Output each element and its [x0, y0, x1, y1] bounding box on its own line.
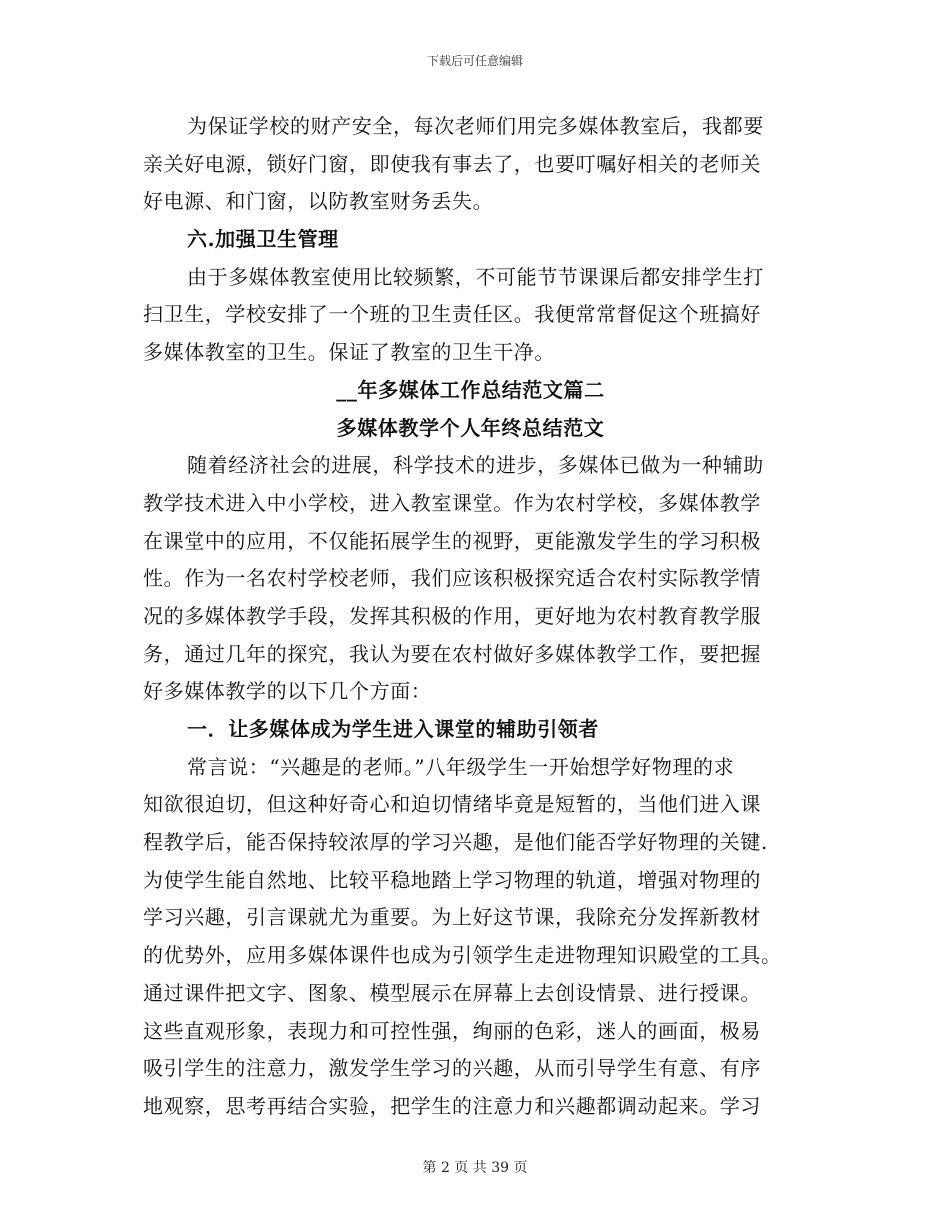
paragraph-line: 的优势外，应用多媒体课件也成为引领学生走进物理知识殿堂的工具。: [143, 943, 782, 968]
paragraph-line: 好电源、和门窗，以防教室财务丢失。: [143, 189, 494, 214]
paragraph-line: 学习兴趣，引言课就尤为重要。为上好这节课，我除充分发挥新教材: [143, 905, 761, 930]
section-heading: 一．让多媒体成为学生进入课堂的辅助引领者: [187, 717, 599, 741]
article-subtitle: 多媒体教学个人年终总结范文: [336, 415, 605, 440]
paragraph-line: 随着经济社会的进展，科学技术的进步，多媒体已做为一种辅助: [187, 453, 764, 478]
paragraph-line: 好多媒体教学的以下几个方面：: [143, 679, 432, 704]
article-title: __年多媒体工作总结范文篇二: [336, 377, 605, 402]
paragraph-line: 为保证学校的财产安全，每次老师们用完多媒体教室后，我都要: [187, 114, 764, 138]
paragraph-line: 多媒体教室的卫生。保证了教室的卫生干净。: [143, 340, 555, 365]
paragraph-line: 吸引学生的注意力，激发学生学习的兴趣，从而引导学生有意、有序: [143, 1056, 761, 1081]
paragraph-line: 况的多媒体教学手段，发挥其积极的作用，更好地为农村教育教学服: [143, 603, 761, 628]
section-heading: 六.加强卫生管理: [187, 227, 339, 252]
page-footer: 第 2 页 共 39 页: [422, 1160, 528, 1176]
paragraph-line: 常言说：“兴趣是的老师。”八年级学生一开始想学好物理的求: [187, 754, 735, 779]
paragraph-line: 这些直观形象，表现力和可控性强，绚丽的色彩，迷人的画面，极易: [143, 1018, 761, 1043]
paragraph-line: 教学技术进入中小学校，进入教室课堂。作为农村学校，多媒体教学: [143, 490, 761, 515]
document-body: [143, 108, 798, 1126]
paragraph-line: 由于多媒体教室使用比较频繁，不可能节节课课后都安排学生打: [187, 264, 764, 289]
paragraph-line: 通过课件把文字、图象、模型展示在屏幕上去创设情景、进行授课。: [143, 980, 761, 1005]
paragraph-line: 地观察，思考再结合实验，把学生的注意力和兴趣都调动起来。学习: [143, 1093, 761, 1118]
paragraph-line: 性。作为一名农村学校老师，我们应该积极探究适合农村实际教学情: [143, 566, 761, 591]
paragraph-line: 为使学生能自然地、比较平稳地踏上学习物理的轨道，增强对物理的: [143, 867, 761, 892]
paragraph-line: 在课堂中的应用，不仅能拓展学生的视野，更能激发学生的学习积极: [143, 528, 761, 553]
paragraph-line: 亲关好电源，锁好门窗，即使我有事去了，也要叮嘱好相关的老师关: [143, 151, 761, 176]
paragraph-line: 程教学后，能否保持较浓厚的学习兴趣，是他们能否学好物理的关键.: [143, 830, 768, 855]
paragraph-line: 务，通过几年的探究，我认为要在农村做好多媒体教学工作，要把握: [143, 641, 761, 666]
paragraph-line: 扫卫生，学校安排了一个班的卫生责任区。我便常常督促这个班搞好: [143, 302, 761, 327]
page-header: 下载后可任意编辑: [426, 54, 523, 68]
paragraph-line: 知欲很迫切，但这种好奇心和迫切情绪毕竟是短暂的，当他们进入课: [143, 792, 761, 817]
